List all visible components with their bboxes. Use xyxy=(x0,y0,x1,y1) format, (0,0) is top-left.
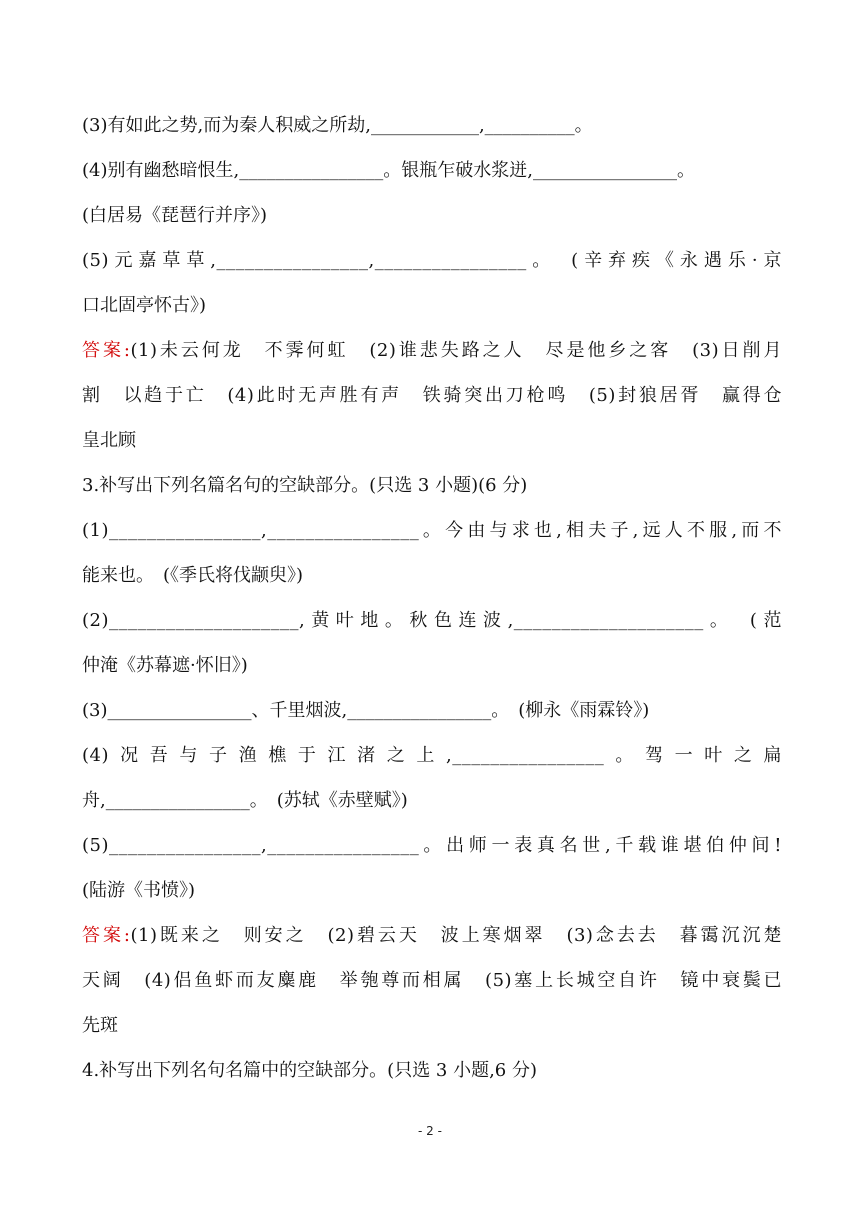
q3-item-4-line-1: (4)况吾与子渔樵于江渚之上,________________。驾一叶之扁 xyxy=(82,745,782,766)
q3-item-4-line-2: 舟,________________。 (苏轼《赤壁赋》) xyxy=(82,790,408,811)
question-line-3: (3)有如此之势,而为秦人积威之所劫,____________,__________。 xyxy=(82,115,593,136)
answer-label: 答案: xyxy=(82,925,131,946)
answer-block-2-line-1 xyxy=(82,913,782,958)
q3-item-2-line-1: (2)____________________,黄叶地。秋色连波,____________________。 (范 xyxy=(82,610,782,631)
page-number: - 2 - xyxy=(418,1124,442,1138)
q3-item-5-line-2: (陆游《书愤》) xyxy=(82,880,196,901)
answer-block-1-line-2: 割 以趋于亡 (4)此时无声胜有声 铁骑突出刀枪鸣 (5)封狼居胥 赢得仓 xyxy=(82,385,782,406)
answer-block-1-line-3: 皇北顾 xyxy=(82,430,136,451)
question-4-heading: 4.补写出下列名句名篇中的空缺部分。(只选 3 小题,6 分) xyxy=(82,1060,538,1081)
q3-item-2-line-2: 仲淹《苏幕遮·怀旧》) xyxy=(82,655,248,676)
question-line-4: (4)别有幽愁暗恨生,________________。银瓶乍破水浆迸,________________。 xyxy=(82,160,695,181)
q3-item-3: (3)________________、千里烟波,________________。 (柳永《雨霖铃》) xyxy=(82,700,650,721)
answer-block-2-line-3: 先斑 xyxy=(82,1015,118,1036)
question-line-5: (5)元嘉草草,________________,________________。 (辛弃疾《永遇乐·京 xyxy=(82,250,782,271)
answer-label: 答案: xyxy=(82,340,131,361)
source-line-cont: 口北固亭怀古》) xyxy=(82,295,207,316)
q3-item-1-line-2: 能来也。 (《季氏将伐颛臾》) xyxy=(82,565,304,586)
answer-block-2-line-2: 天阔 (4)侣鱼虾而友麋鹿 举匏尊而相属 (5)塞上长城空自许 镜中衰鬓已 xyxy=(82,970,782,991)
answer-text: (1)既来之 则安之 (2)碧云天 波上寒烟翠 (3)念去去 暮霭沉沉楚 xyxy=(130,925,782,946)
q3-item-1-line-1: (1)________________,________________。今由与求也,相夫子,远人不服,而不 xyxy=(82,520,782,541)
question-3-heading: 3.补写出下列名篇名句的空缺部分。(只选 3 小题)(6 分) xyxy=(82,475,528,496)
answer-block-1-line-1 xyxy=(82,328,782,373)
q3-item-5-line-1: (5)________________,________________。出师一表真名世,千载谁堪伯仲间! xyxy=(82,835,782,856)
answer-text: (1)未云何龙 不霁何虹 (2)谁悲失路之人 尽是他乡之客 (3)日削月 xyxy=(130,340,782,361)
source-line: (白居易《琵琶行并序》) xyxy=(82,205,268,226)
